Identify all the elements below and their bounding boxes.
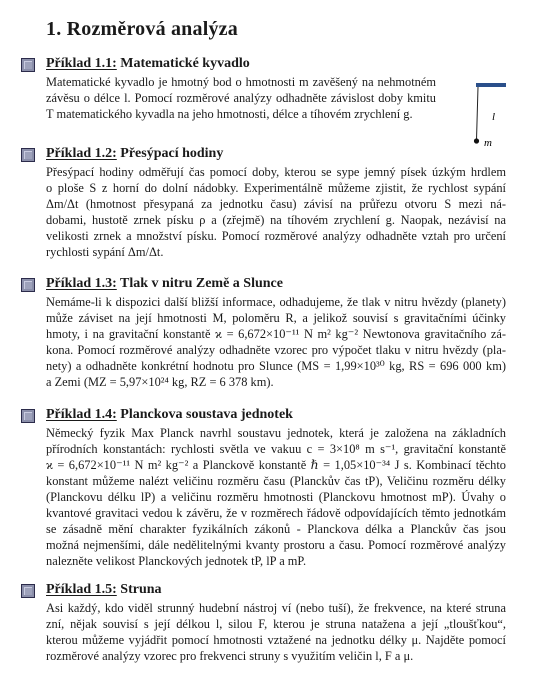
example-heading: Příklad 1.4: Planckova soustava jednotek <box>46 407 293 422</box>
example-1-3 <box>18 277 518 390</box>
svg-text:l: l <box>492 111 496 123</box>
checkbox-icon[interactable] <box>21 278 35 292</box>
example-heading: Příklad 1.2: Přesýpací hodiny <box>46 146 224 161</box>
section-title: 1. Rozměrová analýza <box>46 18 238 40</box>
example-text: Asi každý, kdo viděl strunný hudební nástroj ví (nebo tuší), že frekvence, na které struna zní, nějak souvisí s její délkou l, silou F, kterou je struna natažena a její „tloušťkou“, kterou můžeme vyjádřit pomocí hmotnosti vztažené na jednotku délky μ. Najděte pomocí rozměrové analýzy vzorec pro frekvenci struny s využitím veličin l, F a μ. <box>46 601 506 663</box>
example-1-1 <box>18 57 518 122</box>
example-1-5 <box>18 583 518 664</box>
svg-text:m: m <box>484 137 492 148</box>
example-heading: Příklad 1.1: Matematické kyvadlo <box>46 56 250 71</box>
pendulum-figure <box>470 82 510 148</box>
checkbox-icon[interactable] <box>21 584 35 598</box>
example-text: Nemáme-li k dispozici další bližší informace, odhadujeme, že tlak v nitru hvězdy (planety) může záviset na její hmotnosti M, poloměru R, a jelikož souvisí s gravitačními účinky hmoty, i na gravitační konstantě ϰ = 6,672×10⁻¹¹ N m² kg⁻² Newtonova gravitačního zá- kona. Pomocí rozměrové analýzy odhadněte vzorec pro výpočet tlaku v nitru hvězdy (pla- nety) a odhadněte konkrétní hodnotu pro Slunce (MS = 1,99×10³⁰ kg, RS = 696 000 km) a Zemi (MZ = 5,97×10²⁴ kg, RZ = 6 378 km). <box>46 295 506 389</box>
checkbox-icon[interactable] <box>21 58 35 72</box>
example-heading: Příklad 1.5: Struna <box>46 582 162 597</box>
example-1-4 <box>18 408 518 569</box>
example-text: Matematické kyvadlo je hmotný bod o hmotnosti m zavěšený na nehmotném závěsu o délce l. Pomocí rozměrové analýzy odhadněte závislost doby kmitu T matematického kyvadla na jeho hmotnosti, délce a tíhovém zrychlení g. <box>46 75 436 121</box>
example-1-2 <box>18 147 518 260</box>
example-text: Přesýpací hodiny odměřují čas pomocí doby, kterou se sype jemný písek úzkým hrdlem o ploše S z horní do dolní nádobky. Experimentálně můžeme zjistit, že rychlost sypání Δm/Δt (hmotnost přesypaná za jednotku času) závisí na průřezu otvoru S mezi ná- dobami, hustotě zrnek písku ρ a (zřejmě) na tíhovém zrychlení g. Naopak, nezávisí na velikosti zrnek a množství písku. Pomocí rozměrové analýzy odhadněte vztah pro určení rychlosti sypání Δm/Δt. <box>46 165 506 259</box>
example-heading: Příklad 1.3: Tlak v nitru Země a Slunce <box>46 276 283 291</box>
checkbox-icon[interactable] <box>21 148 35 162</box>
example-text: Německý fyzik Max Planck navrhl soustavu jednotek, která je založena na základních přírodních konstantách: rychlosti světla ve vakuu c = 3×10⁸ m s⁻¹, gravitační konstantě ϰ = 6,672×10⁻¹¹ N m² kg⁻² a Planckově konstantě ℏ = 1,05×10⁻³⁴ J s. Kombinací těchto konstant můžeme nalézt veličinu rozměru času (Planckův čas tP), Veličinu rozměru délky (Planckovu délku lP) a veličinu rozměru hmotnosti (Planckovu hmotnost mP). Úvahy o kvantové gravitaci vedou k závěru, že v rozměrech řádově odpovídajících těmto jednotkám se zásadně mění charakter fyzikálních zákonů - Planckova délka a Planckův čas jsou možná nejmenšími, dále nedělitelnými kvanty prostoru a času. Pomocí rozměrové analýzy nalezněte velikost Planckových jednotek tP, lP a mP. <box>46 426 506 568</box>
checkbox-icon[interactable] <box>21 409 35 423</box>
